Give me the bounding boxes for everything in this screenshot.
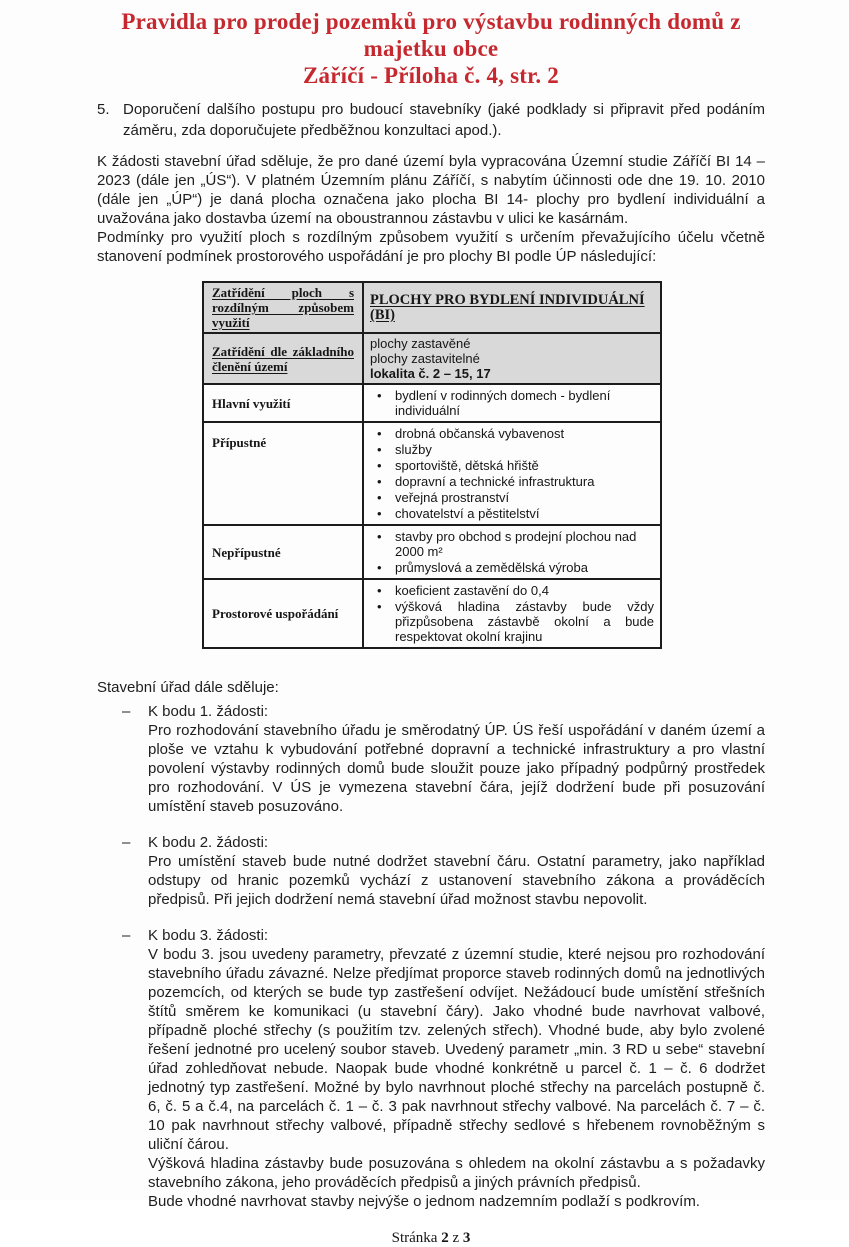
row-label-pripustne: Přípustné bbox=[203, 422, 363, 525]
dash-marker: – bbox=[122, 834, 131, 851]
cell-pripustne bbox=[363, 422, 661, 525]
title-line-2: Záříčí - Příloha č. 4, str. 2 bbox=[303, 63, 559, 88]
table-row bbox=[203, 333, 661, 384]
bullet-item: • dopravní a technické infrastruktura bbox=[370, 474, 654, 489]
page-title bbox=[97, 8, 765, 89]
section-paragraph: Pro rozhodování stavebního úřadu je směrodatný ÚP. ÚS řeší uspořádání v daném území a ploše ve vztahu k vybudování potřebné dopravní a technické infrastruktury a pro vlastní povolení výstavby rodinných domů bude sloužit pouze jako případný podpůrný prostředek pro rozhodování. V ÚS je vymezena stavební čára, jejíž dodržení bude při posuzování umístění staveb posuzováno. bbox=[148, 722, 765, 815]
footer-page-number: 2 bbox=[441, 1230, 449, 1246]
bullet-item: • veřejná prostranství bbox=[370, 490, 654, 505]
bullet-item: • drobná občanská vybavenost bbox=[370, 426, 654, 441]
section-paragraph: Bude vhodné navrhovat stavby nejvýše o jednom nadzemním podlaží s podkrovím. bbox=[148, 1193, 700, 1210]
bullet-item: • výšková hladina zástavby bude vždy přizpůsobena zástavbě okolní a bude respektovat okolní krajinu bbox=[370, 599, 654, 644]
section-k-bodu-2 bbox=[97, 833, 765, 909]
bullet-item: • bydlení v rodinných domech - bydlení individuální bbox=[370, 388, 654, 418]
row-label-nepripustne: Nepřípustné bbox=[203, 525, 363, 579]
item-number: 5. bbox=[97, 101, 110, 118]
bullet-item: • sportoviště, dětská hřiště bbox=[370, 458, 654, 473]
followup-heading: Stavební úřad dále sděluje: bbox=[97, 679, 279, 696]
cell-zatrideni-cleneni bbox=[363, 333, 661, 384]
table-row bbox=[203, 384, 661, 422]
bullet-item: • průmyslová a zemědělská výroba bbox=[370, 560, 654, 575]
bullet-item: • stavby pro obchod s prodejní plochou nad 2000 m² bbox=[370, 529, 654, 559]
section-paragraph: Výšková hladina zástavby bude posuzována s ohledem na okolní zástavbu a s požadavky stavebního zákona, jeho prováděcích předpisů a jiných právních předpisů. bbox=[148, 1155, 765, 1191]
section-body bbox=[148, 945, 765, 1211]
footer-prefix: Stránka bbox=[391, 1230, 438, 1246]
dash-marker: – bbox=[122, 927, 131, 944]
section-body bbox=[148, 721, 765, 816]
bullet-item: • služby bbox=[370, 442, 654, 457]
section-paragraph: V bodu 3. jsou uvedeny parametry, převzaté z územní studie, které nejsou pro rozhodování stavebního úřadu závazné. Nelze předjímat proporce staveb rodinných domů na jednotlivých pozemcích, od kterých se bude typ zastřešení odvíjet. Nežádoucí bude umístění střešních štítů směrem ke komunikaci (u stavební čáry). Jako vhodné bude navrhovat valbové, případně ploché střechy (s použitím tzv. zelených střech). Vhodné bude, aby bylo zvolené řešení jednotné pro ucelený soubor staveb. Uvedený parametr „min. 3 RD u sebe“ stavební úřad zohledňovat nebude. Naopak bude vhodné konkrétně u parcel č. 1 – č. 6 dodržet jednotný typ zastřešení. Možné by bylo navrhnout ploché střechy na parcelách postupně č. 6, č. 5 a č.4, na parcelách č. 1 – č. 3 pak navrhnout střechy valbové. Na parcelách č. 7 – č. 10 pak navrhnout střechy valbové, případně střechy sedlové s hřebenem rovnoběžným s uliční čárou. bbox=[148, 946, 765, 1153]
section-k-bodu-1 bbox=[97, 702, 765, 816]
bullet-item: • koeficient zastavění do 0,4 bbox=[370, 583, 654, 598]
section-label-row bbox=[97, 833, 765, 852]
section-label-row bbox=[97, 702, 765, 721]
section-label-row bbox=[97, 926, 765, 945]
page-footer bbox=[97, 1230, 765, 1247]
item-text: Doporučení dalšího postupu pro budoucí stavebníky (jaké podklady si připravit před podáním záměru, zda doporučujete předběžnou konzultaci apod.). bbox=[123, 101, 765, 139]
row-label-zatrideni-cleneni: Zatřídění dle základního členění území bbox=[203, 333, 363, 384]
cell-line: plochy zastavitelné bbox=[370, 351, 480, 366]
intro-paragraph-2: Podmínky pro využití ploch s rozdílným způsobem využití s určením převažujícího účelu včetně stanovení podmínek prostorového uspořádání je pro plochy BI podle ÚP následující: bbox=[97, 229, 765, 265]
intro-paragraph-1: K žádosti stavební úřad sděluje, že pro dané území byla vypracována Územní studie Záříčí BI 14 – 2023 (dále jen „ÚS“). V platném Územním plánu Záříčí, s nabytím účinnosti ode dne 19. 10. 2010 (dále jen „ÚP“) je daná plocha označena jako plocha BI 14- plochy pro bydlení individuální a uvažována jako dostavba území na oboustrannou zástavbu v ulici ke kasárnám. bbox=[97, 153, 765, 227]
table-header-left: Zatřídění ploch s rozdílným způsobem využití bbox=[203, 282, 363, 333]
section-paragraph: Pro umístění staveb bude nutné dodržet stavební čáru. Ostatní parametry, jako například odstupy od hranic pozemků vychází z ustanovení stavebního zákona a prováděcích předpisů. Při jejich dodržení nemá stavební úřad možnost stavbu nepovolit. bbox=[148, 853, 765, 908]
title-line-1: Pravidla pro prodej pozemků pro výstavbu rodinných domů z majetku obce bbox=[121, 9, 741, 61]
bullet-item: • chovatelství a pěstitelství bbox=[370, 506, 654, 521]
cell-prostorove-usporadani bbox=[363, 579, 661, 648]
section-body bbox=[148, 852, 765, 909]
table-row bbox=[203, 525, 661, 579]
section-label: K bodu 2. žádosti: bbox=[148, 834, 269, 851]
numbered-item-5 bbox=[97, 99, 765, 141]
footer-separator: z bbox=[452, 1230, 460, 1246]
land-use-table bbox=[202, 281, 662, 649]
intro-block bbox=[97, 152, 765, 266]
table-row bbox=[203, 422, 661, 525]
footer-total-pages: 3 bbox=[462, 1230, 471, 1246]
cell-hlavni-vyuziti bbox=[363, 384, 661, 422]
section-label: K bodu 3. žádosti: bbox=[148, 927, 269, 944]
table-header-right: PLOCHY PRO BYDLENÍ INDIVIDUÁLNÍ (BI) bbox=[363, 282, 661, 333]
row-label-prostorove-usporadani: Prostorové uspořádání bbox=[203, 579, 363, 648]
dash-marker: – bbox=[122, 703, 131, 720]
section-k-bodu-3 bbox=[97, 926, 765, 1211]
cell-line: plochy zastavěné bbox=[370, 336, 471, 351]
cell-line-bold: lokalita č. 2 – 15, 17 bbox=[370, 366, 491, 381]
cell-nepripustne bbox=[363, 525, 661, 579]
section-label: K bodu 1. žádosti: bbox=[148, 703, 269, 720]
table-row bbox=[203, 579, 661, 648]
row-label-hlavni-vyuziti: Hlavní využití bbox=[203, 384, 363, 422]
table-row bbox=[203, 282, 661, 333]
